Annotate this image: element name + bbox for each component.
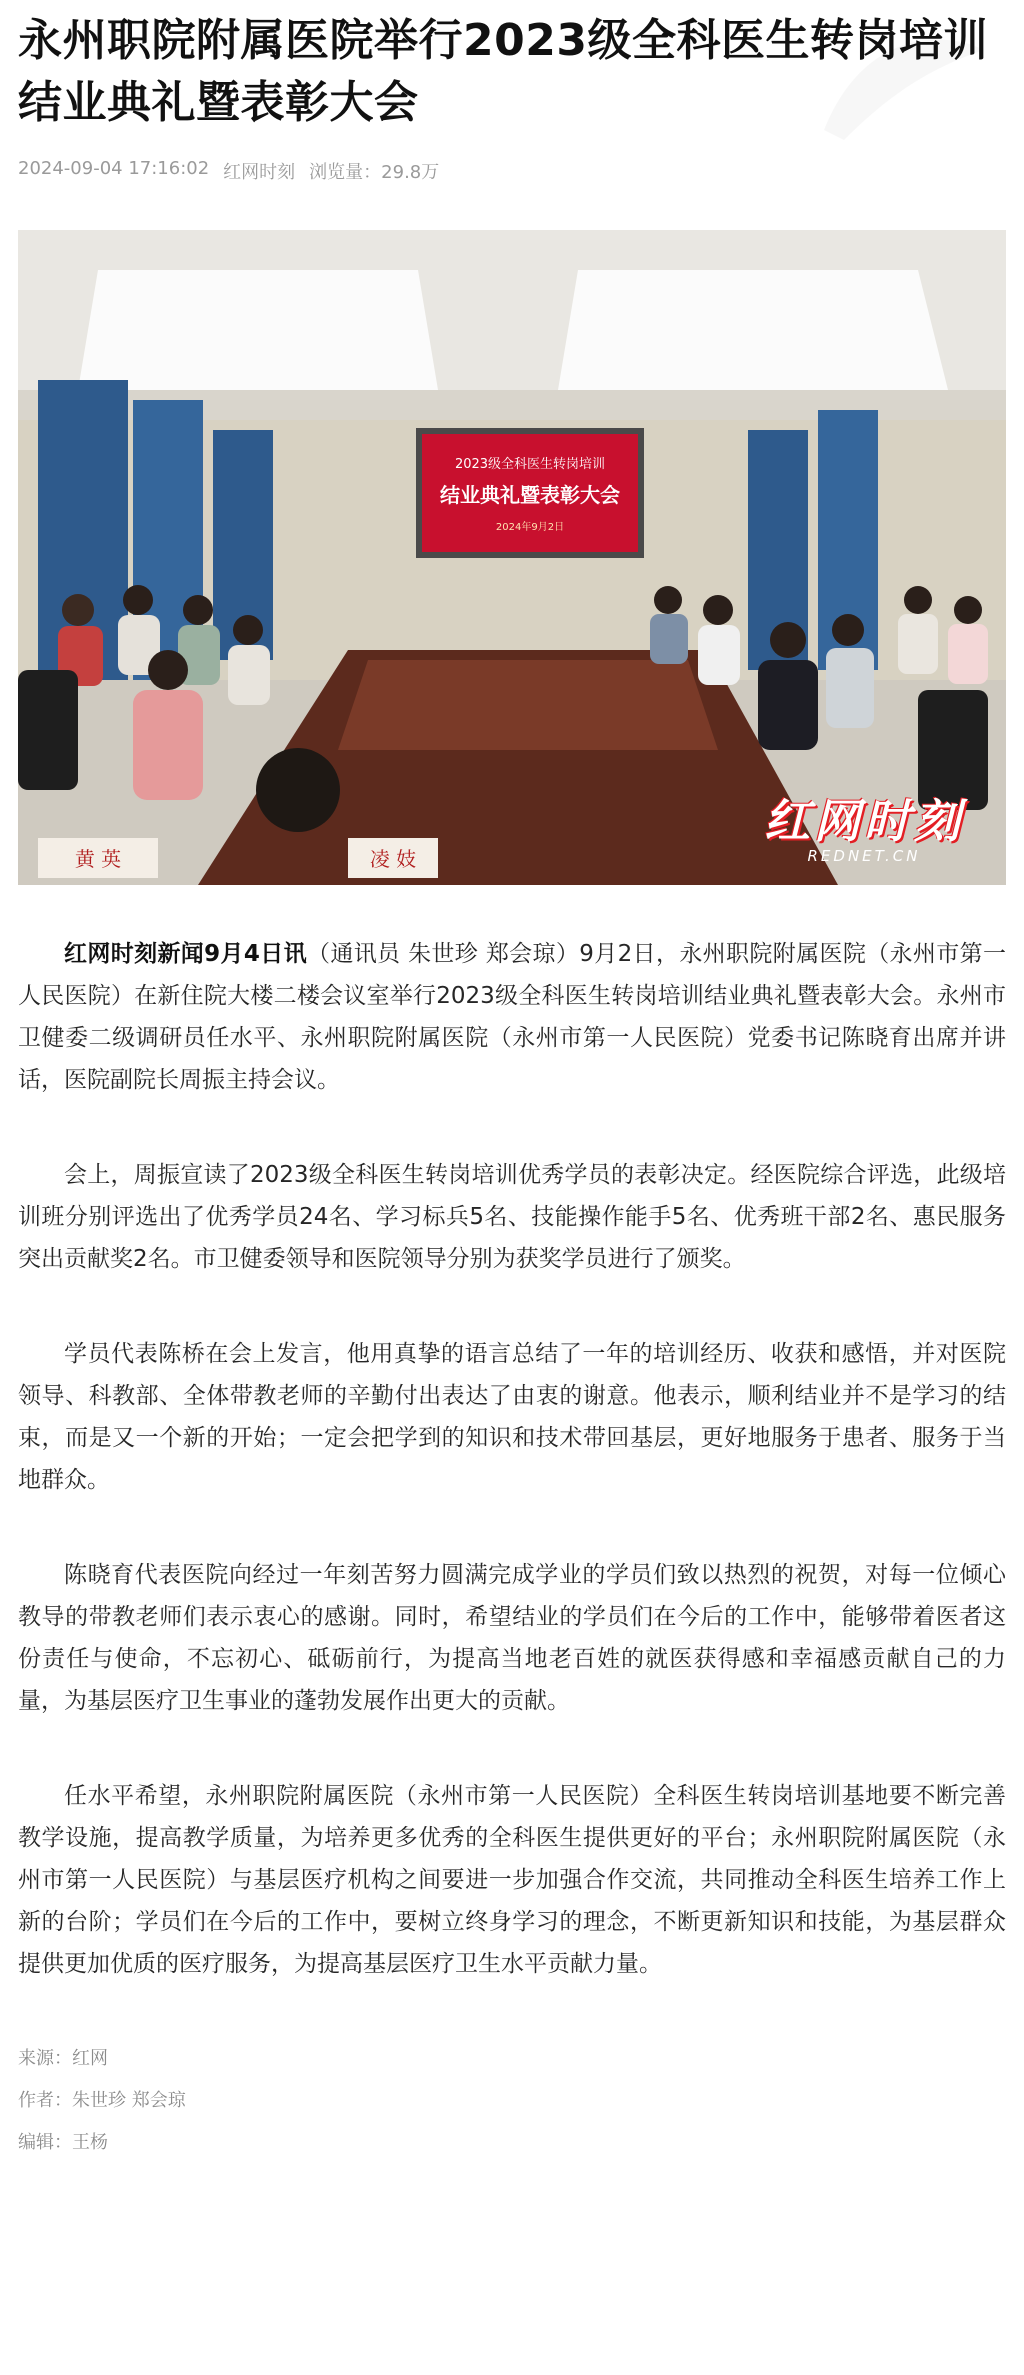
screen-line-1: 2023级全科医生转岗培训: [454, 457, 606, 472]
footer-source: 来源：红网: [18, 2048, 108, 2069]
nameplate-right: 凌 妓: [369, 847, 417, 871]
paragraph-text: 任水平希望，永州职院附属医院（永州市第一人民医院）全科医生转岗培训基地要不断完善教学设施，提高教学质量，为培养更多优秀的全科医生提供更好的平台；永州职院附属医院（永州市第一人民医院）与基层医疗机构之间要进一步加强合作交流，共同推动全科医生培养工作上新的台阶；学员们在今后的工作中，要树立终身学习的理念，不断更新知识和技能，为基层群众提供更加优质的医疗服务，为提高基层医疗卫生水平贡献力量。: [18, 1783, 1006, 1977]
paragraph-text: 学员代表陈桥在会上发言，他用真挚的语言总结了一年的培训经历、收获和感悟，并对医院领导、科教部、全体带教老师的辛勤付出表达了由衷的谢意。他表示，顺利结业并不是学习的结束，而是又一个新的开始；一定会把学到的知识和技术带回基层，更好地服务于患者、服务于当地群众。: [18, 1341, 1006, 1493]
article-title: 永州职院附属医院举行2023级全科医生转岗培训结业典礼暨表彰大会: [18, 15, 988, 128]
paragraph-lead: 红网时刻新闻9月4日讯: [64, 941, 307, 967]
article-footer: [18, 2038, 1006, 2164]
paragraph-2: [18, 1154, 1006, 1280]
article-photo: [18, 230, 1006, 885]
article-meta: [18, 158, 1006, 184]
nameplate-left: 黄 英: [74, 847, 122, 871]
paragraph-1: [18, 933, 1006, 1101]
paragraph-text: 陈晓育代表医院向经过一年刻苦努力圆满完成学业的学员们致以热烈的祝贺，对每一位倾心教导的带教老师们表示衷心的感谢。同时，希望结业的学员们在今后的工作中，能够带着医者这份责任与使命，不忘初心、砥砺前行，为提高当地老百姓的就医获得感和幸福感贡献自己的力量，为基层医疗卫生事业的蓬勃发展作出更大的贡献。: [18, 1562, 1006, 1714]
paragraph-3: [18, 1333, 1006, 1501]
source-name: 红网时刻: [223, 162, 296, 183]
paragraph-text: （通讯员 朱世珍 郑会琼）9月2日，永州职院附属医院（永州市第一人民医院）在新住院大楼二楼会议室举行2023级全科医生转岗培训结业典礼暨表彰大会。永州市卫健委二级调研员任水平、永州职院附属医院（永州市第一人民医院）党委书记陈晓育出席并讲话，医院副院长周振主持会议。: [18, 941, 1006, 1093]
view-count: 浏览量：29.8万: [309, 162, 440, 183]
footer-author: 作者：朱世珍 郑会琼: [18, 2090, 186, 2111]
screen-line-2: 结业典礼暨表彰大会: [440, 483, 620, 507]
paragraph-text: 会上，周振宣读了2023级全科医生转岗培训优秀学员的表彰决定。经医院综合评选，此级培训班分别评选出了优秀学员24名、学习标兵5名、技能操作能手5名、优秀班干部2名、惠民服务突出贡献奖2名。市卫健委领导和医院领导分别为获奖学员进行了颁奖。: [18, 1162, 1006, 1272]
paragraph-4: [18, 1554, 1006, 1722]
logo-subtext: REDNET.CN: [807, 847, 921, 865]
paragraph-5: [18, 1775, 1006, 1985]
photo-watermark-logo: [764, 785, 964, 865]
article-body: [18, 933, 1006, 1985]
publish-date: 2024-09-04 17:16:02: [18, 158, 210, 179]
footer-editor: 编辑：王杨: [18, 2132, 108, 2153]
logo-text: 红网时刻: [764, 794, 964, 848]
screen-line-3: 2024年9月2日: [495, 522, 565, 533]
